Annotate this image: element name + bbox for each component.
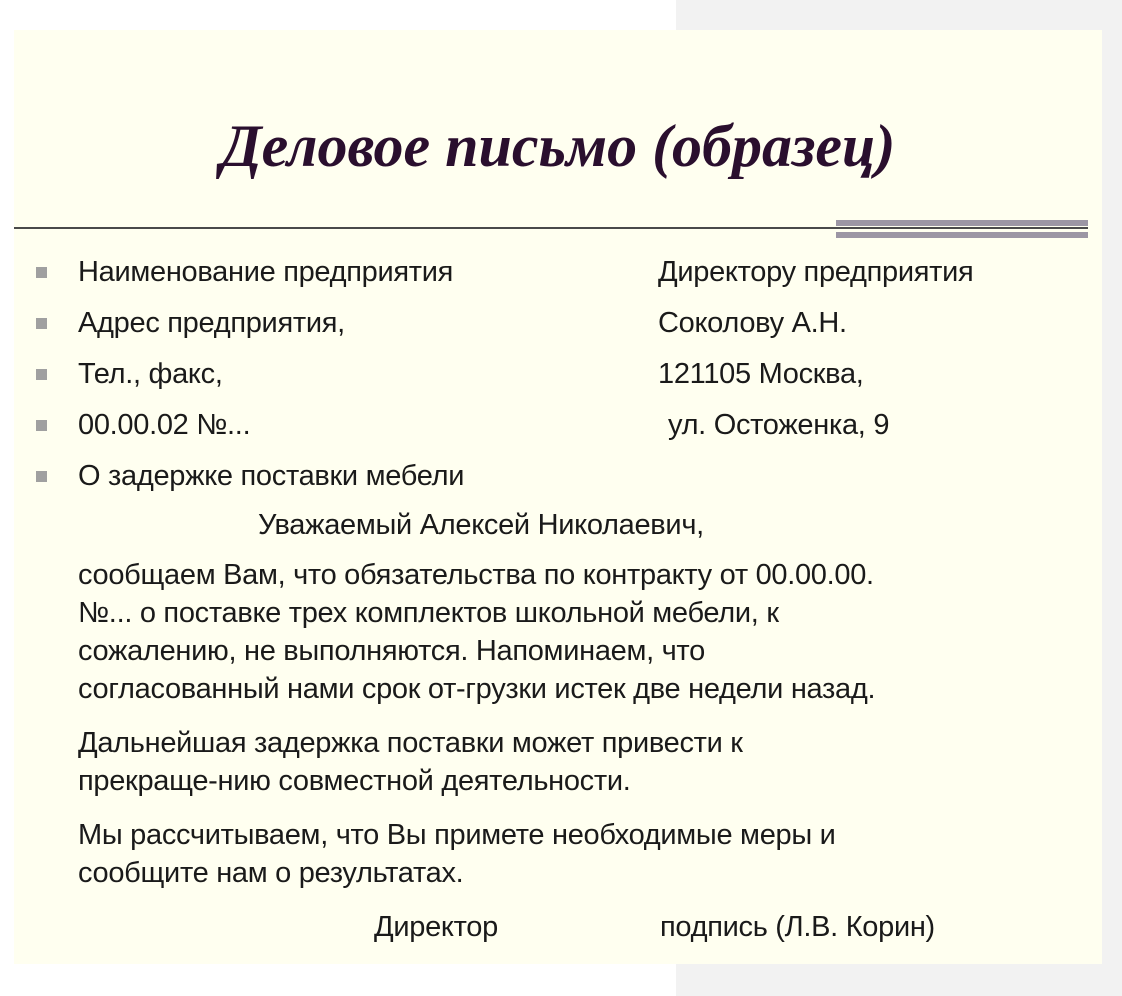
salutation: Уважаемый Алексей Николаевич, — [258, 509, 704, 541]
letter-subject: О задержке поставки мебели — [78, 460, 465, 492]
letter-title: Деловое письмо (образец) — [220, 113, 896, 179]
body-line: Мы рассчитываем, что Вы примете необходимые меры и — [78, 819, 836, 851]
body-line: сообщите нам о результатах. — [78, 857, 464, 889]
body-line: сожалению, не выполняются. Напоминаем, что — [78, 635, 705, 667]
title-divider-accent-bottom — [836, 232, 1088, 238]
bullet-icon — [36, 318, 47, 329]
addressee-city: 121105 Москва, — [658, 358, 864, 390]
addressee-name: Соколову А.Н. — [658, 307, 847, 339]
bullet-icon — [36, 369, 47, 380]
body-line: Дальнейшая задержка поставки может привести к — [78, 727, 743, 759]
addressee-position: Директору предприятия — [658, 256, 974, 288]
letter-slide — [14, 30, 1102, 964]
bullet-icon — [36, 267, 47, 278]
body-line: прекраще-нию совместной деятельности. — [78, 765, 631, 797]
addressee-street: ул. Остоженка, 9 — [668, 409, 890, 441]
sender-address: Адрес предприятия, — [78, 307, 345, 339]
signature-sign: подпись (Л.В. Корин) — [660, 911, 935, 943]
sender-company-name: Наименование предприятия — [78, 256, 454, 288]
body-line: согласованный нами срок от-грузки истек две недели назад. — [78, 673, 876, 705]
body-line: сообщаем Вам, что обязательства по контракту от 00.00.00. — [78, 559, 874, 591]
title-divider — [14, 227, 1088, 229]
sender-phone-fax: Тел., факс, — [78, 358, 223, 390]
bullet-icon — [36, 420, 47, 431]
signature-position: Директор — [374, 911, 498, 943]
letter-date-number: 00.00.02 №... — [78, 409, 251, 441]
bullet-icon — [36, 471, 47, 482]
title-divider-accent-top — [836, 220, 1088, 226]
body-line: №... о поставке трех комплектов школьной мебели, к — [78, 597, 779, 629]
